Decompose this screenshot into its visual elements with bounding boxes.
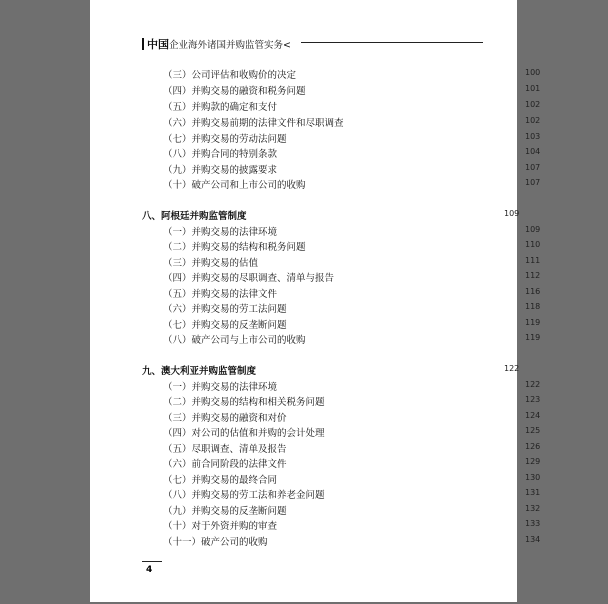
toc-entry-page: 116 xyxy=(525,287,541,296)
toc-entry-text: （十一）破产公司的收购 xyxy=(163,537,268,548)
toc-entry-text: （五）尽职调查、清单及报告 xyxy=(163,444,287,455)
toc-entry-text: （九）并购交易的反垄断问题 xyxy=(163,506,287,517)
header-brand: 中国 xyxy=(147,38,169,51)
toc-entry[interactable] xyxy=(163,441,541,455)
toc-entry-text: （三）并购交易的融资和对价 xyxy=(163,413,287,424)
toc-entry-page: 102 xyxy=(525,116,541,125)
document-page xyxy=(90,0,541,602)
header-rule xyxy=(301,42,483,43)
toc-entry[interactable] xyxy=(163,255,541,269)
toc-entry-text: （八）破产公司与上市公司的收购 xyxy=(163,335,306,346)
toc-entry-text: （十）破产公司和上市公司的收购 xyxy=(163,180,306,191)
toc-section-title: 八、阿根廷并购监管制度 xyxy=(142,211,247,222)
toc-entry-page: 119 xyxy=(525,318,541,327)
toc-section-page: 122 xyxy=(504,364,520,373)
toc-entry-text: （六）前合同阶段的法律文件 xyxy=(163,459,287,470)
toc-entry-page: 107 xyxy=(525,178,541,187)
running-header xyxy=(142,36,291,52)
toc-entry-page: 107 xyxy=(525,163,541,172)
toc-section-heading[interactable] xyxy=(142,363,520,377)
toc-entry[interactable] xyxy=(163,146,541,160)
toc-entry-text: （八）并购交易的劳工法和养老金问题 xyxy=(163,490,325,501)
toc-entry[interactable] xyxy=(163,534,541,548)
toc-entry-text: （二）并购交易的结构和相关税务问题 xyxy=(163,397,325,408)
toc-entry-text: （六）并购交易的劳工法问题 xyxy=(163,304,287,315)
toc-entry-text: （三）公司评估和收购价的决定 xyxy=(163,70,297,81)
toc-entry-page: 125 xyxy=(525,426,541,435)
toc-entry-page: 112 xyxy=(525,271,541,280)
toc-entry-text: （一）并购交易的法律环境 xyxy=(163,227,278,238)
toc-entry[interactable] xyxy=(163,270,541,284)
toc-entry-text: （七）并购交易的最终合同 xyxy=(163,475,278,486)
toc-entry-page: 124 xyxy=(525,411,541,420)
toc-entry[interactable] xyxy=(163,379,541,393)
page-number: 4 xyxy=(146,565,153,575)
toc-entry-page: 118 xyxy=(525,302,541,311)
toc-entry-page: 133 xyxy=(525,519,541,528)
toc-entry[interactable] xyxy=(163,317,541,331)
toc-entry-text: （七）并购交易的劳动法问题 xyxy=(163,134,287,145)
toc-entry-text: （四）对公司的估值和并购的会计处理 xyxy=(163,428,325,439)
toc-entry[interactable] xyxy=(163,487,541,501)
toc-section-title: 九、澳大利亚并购监管制度 xyxy=(142,366,257,377)
toc-entry-page: 134 xyxy=(525,535,541,544)
footer-rule xyxy=(142,561,162,562)
toc-entry[interactable] xyxy=(163,425,541,439)
toc-entry-page: 126 xyxy=(525,442,541,451)
toc-entry-text: （十）对于外资并购的审查 xyxy=(163,521,278,532)
toc-entry-text: （一）并购交易的法律环境 xyxy=(163,382,278,393)
toc-entry[interactable] xyxy=(163,224,541,238)
toc-entry[interactable] xyxy=(163,301,541,315)
toc-section-page: 109 xyxy=(504,209,520,218)
toc-entry-text: （五）并购款的确定和支付 xyxy=(163,102,278,113)
toc-entry-page: 103 xyxy=(525,132,541,141)
toc-entry[interactable] xyxy=(163,518,541,532)
toc-entry[interactable] xyxy=(163,503,541,517)
toc-entry-page: 123 xyxy=(525,395,541,404)
toc-entry[interactable] xyxy=(163,332,541,346)
toc-entry-text: （八）并购合同的特别条款 xyxy=(163,149,278,160)
toc-entry-page: 100 xyxy=(525,68,541,77)
toc-entry-text: （四）并购交易的融资和税务问题 xyxy=(163,86,306,97)
toc-entry[interactable] xyxy=(163,67,541,81)
toc-entry-page: 129 xyxy=(525,457,541,466)
toc-entry[interactable] xyxy=(163,410,541,424)
toc-entry-text: （六）并购交易前期的法律文件和尽职调查 xyxy=(163,118,344,129)
toc-entry-page: 122 xyxy=(525,380,541,389)
toc-entry[interactable] xyxy=(163,99,541,113)
toc-entry-text: （七）并购交易的反垄断问题 xyxy=(163,320,287,331)
toc-entry-page: 110 xyxy=(525,240,541,249)
header-title: 企业海外诸国并购监管实务 xyxy=(169,40,284,51)
toc-entry-page: 111 xyxy=(525,256,541,265)
toc-entry[interactable] xyxy=(163,456,541,470)
toc-entry-text: （二）并购交易的结构和税务问题 xyxy=(163,242,306,253)
toc-entry-text: （三）并购交易的估值 xyxy=(163,258,259,269)
toc-entry[interactable] xyxy=(163,83,541,97)
toc-entry-page: 131 xyxy=(525,488,541,497)
toc-entry-page: 102 xyxy=(525,100,541,109)
toc-entry-page: 101 xyxy=(525,84,541,93)
toc-entry-text: （四）并购交易的尽职调查、清单与报告 xyxy=(163,273,335,284)
toc-entry-page: 104 xyxy=(525,147,541,156)
header-mark: < xyxy=(283,40,291,51)
toc-entry-text: （九）并购交易的披露要求 xyxy=(163,165,278,176)
toc-entry[interactable] xyxy=(163,239,541,253)
toc-entry[interactable] xyxy=(163,394,541,408)
toc-section-heading[interactable] xyxy=(142,208,520,222)
toc-entry-page: 130 xyxy=(525,473,541,482)
header-bar xyxy=(142,38,144,50)
toc-entry[interactable] xyxy=(163,115,541,129)
toc-entry-page: 132 xyxy=(525,504,541,513)
toc-entry[interactable] xyxy=(163,472,541,486)
toc-entry-page: 109 xyxy=(525,225,541,234)
toc-entry-text: （五）并购交易的法律文件 xyxy=(163,289,278,300)
toc-entry-page: 119 xyxy=(525,333,541,342)
toc-entry[interactable] xyxy=(163,131,541,145)
toc-entry[interactable] xyxy=(163,286,541,300)
toc-entry[interactable] xyxy=(163,162,541,176)
toc-entry[interactable] xyxy=(163,177,541,191)
